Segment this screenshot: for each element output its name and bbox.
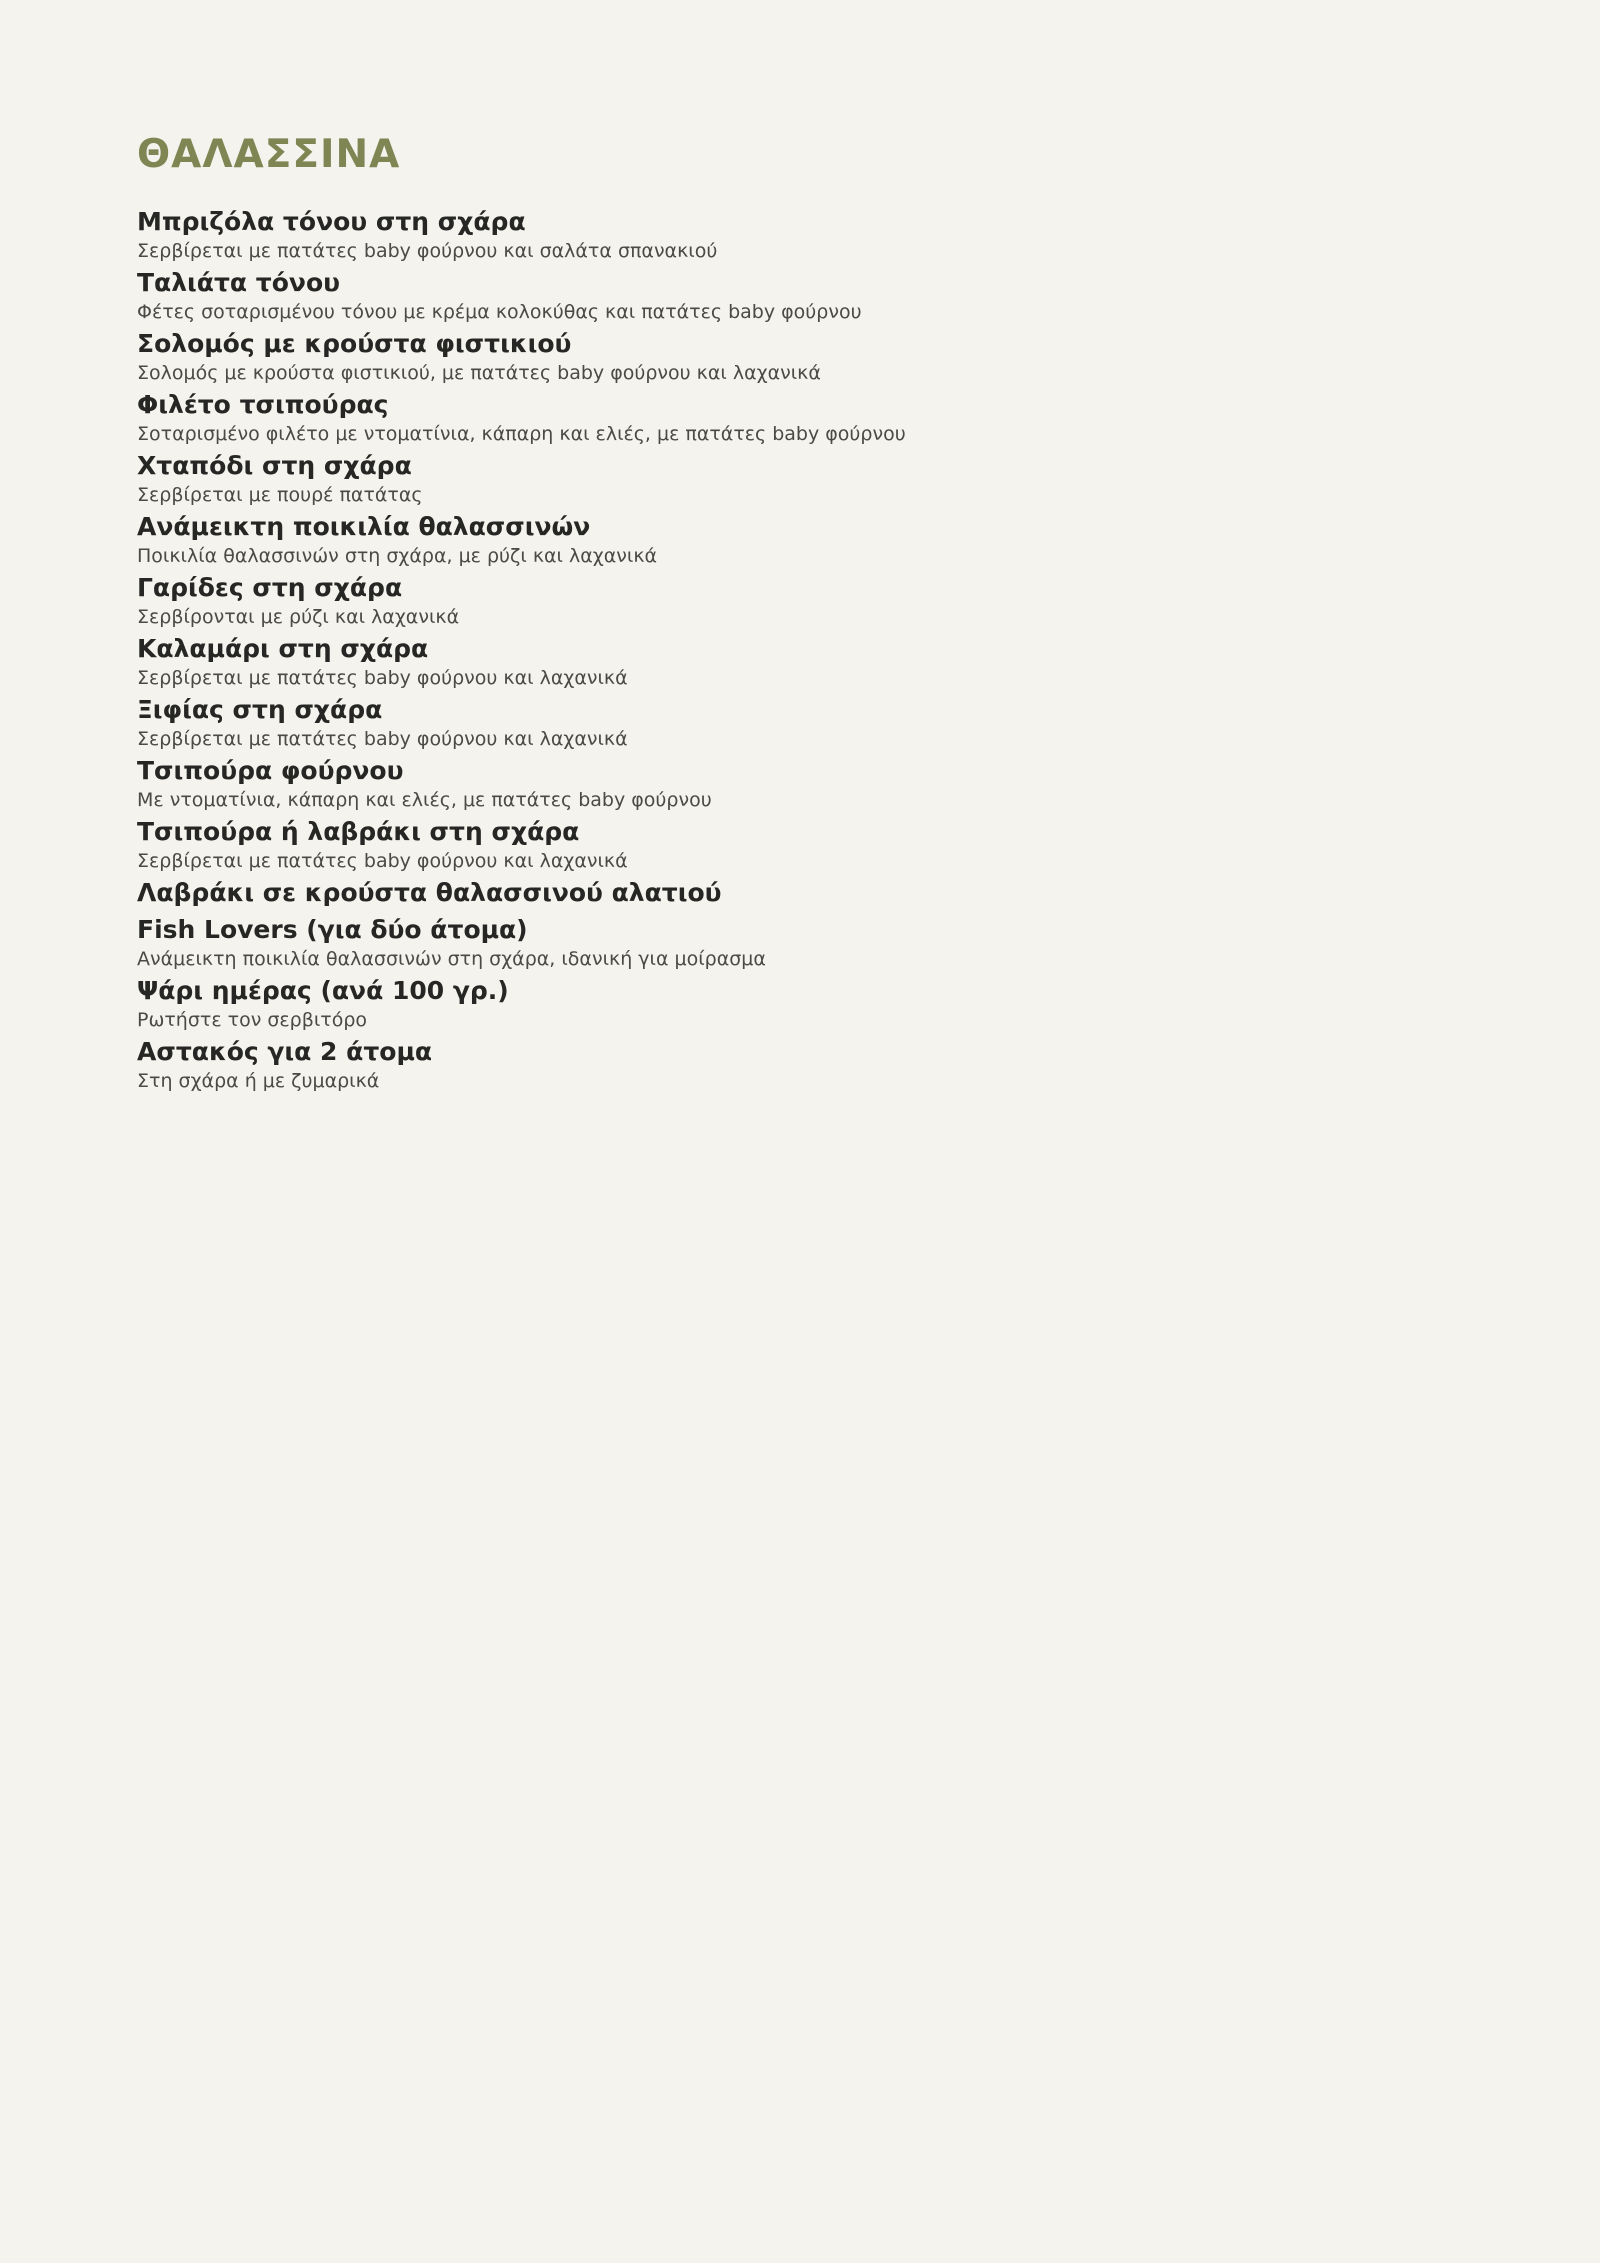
menu-item-description: Σερβίρεται με πατάτες baby φούρνου και λαχανικά xyxy=(137,850,628,872)
menu-item-name: Λαβράκι σε κρούστα θαλασσινού αλατιού xyxy=(137,878,722,907)
menu-item-description: Στη σχάρα ή με ζυμαρικά xyxy=(137,1070,380,1092)
menu-page xyxy=(137,128,1437,1097)
menu-item xyxy=(137,267,1437,325)
menu-item-description: Με ντοματίνια, κάπαρη και ελιές, με πατάτες baby φούρνου xyxy=(137,789,712,811)
menu-item-description: Σερβίρονται με ρύζι και λαχανικά xyxy=(137,606,460,628)
menu-item-name: Φιλέτο τσιπούρας xyxy=(137,390,389,419)
menu-item-name: Σολομός με κρούστα φιστικιού xyxy=(137,329,572,358)
menu-item-name: Αστακός για 2 άτομα xyxy=(137,1037,433,1066)
menu-item-description: Σολομός με κρούστα φιστικιού, με πατάτες baby φούρνου και λαχανικά xyxy=(137,362,821,384)
menu-item xyxy=(137,816,1437,874)
menu-item xyxy=(137,1036,1437,1094)
menu-item-name: Ψάρι ημέρας (ανά 100 γρ.) xyxy=(137,976,509,1005)
menu-item xyxy=(137,572,1437,630)
menu-item-description: Ανάμεικτη ποικιλία θαλασσινών στη σχάρα, ιδανική για μοίρασμα xyxy=(137,948,766,970)
menu-item-name: Καλαμάρι στη σχάρα xyxy=(137,634,429,663)
menu-list xyxy=(137,206,1437,1094)
menu-item-description: Σοταρισμένο φιλέτο με ντοματίνια, κάπαρη και ελιές, με πατάτες baby φούρνου xyxy=(137,423,906,445)
menu-item-description: Φέτες σοταρισμένου τόνου με κρέμα κολοκύθας και πατάτες baby φούρνου xyxy=(137,301,862,323)
menu-item-description: Σερβίρεται με πουρέ πατάτας xyxy=(137,484,423,506)
menu-item xyxy=(137,694,1437,752)
menu-item xyxy=(137,633,1437,691)
menu-item-name: Ταλιάτα τόνου xyxy=(137,268,341,297)
section-title: ΘΑΛΑΣΣΙΝΑ xyxy=(137,132,401,177)
menu-item xyxy=(137,389,1437,447)
menu-item xyxy=(137,914,1437,972)
menu-item-name: Τσιπούρα φούρνου xyxy=(137,756,404,785)
menu-item-name: Γαρίδες στη σχάρα xyxy=(137,573,403,602)
menu-item-description: Σερβίρεται με πατάτες baby φούρνου και σαλάτα σπανακιού xyxy=(137,240,718,262)
menu-item-description: Σερβίρεται με πατάτες baby φούρνου και λαχανικά xyxy=(137,728,628,750)
menu-item-name: Χταπόδι στη σχάρα xyxy=(137,451,412,480)
menu-item xyxy=(137,755,1437,813)
menu-item-name: Τσιπούρα ή λαβράκι στη σχάρα xyxy=(137,817,580,846)
menu-item-description: Ρωτήστε τον σερβιτόρο xyxy=(137,1009,368,1031)
menu-item xyxy=(137,328,1437,386)
menu-item-description: Ποικιλία θαλασσινών στη σχάρα, με ρύζι και λαχανικά xyxy=(137,545,658,567)
menu-item-description: Σερβίρεται με πατάτες baby φούρνου και λαχανικά xyxy=(137,667,628,689)
menu-item xyxy=(137,206,1437,264)
menu-item-name: Ξιφίας στη σχάρα xyxy=(137,695,383,724)
menu-item xyxy=(137,511,1437,569)
menu-item xyxy=(137,450,1437,508)
menu-item-name: Μπριζόλα τόνου στη σχάρα xyxy=(137,207,526,236)
menu-item-name: Fish Lovers (για δύο άτομα) xyxy=(137,915,528,944)
menu-item-name: Ανάμεικτη ποικιλία θαλασσινών xyxy=(137,512,591,541)
menu-item xyxy=(137,877,1437,909)
menu-item xyxy=(137,975,1437,1033)
